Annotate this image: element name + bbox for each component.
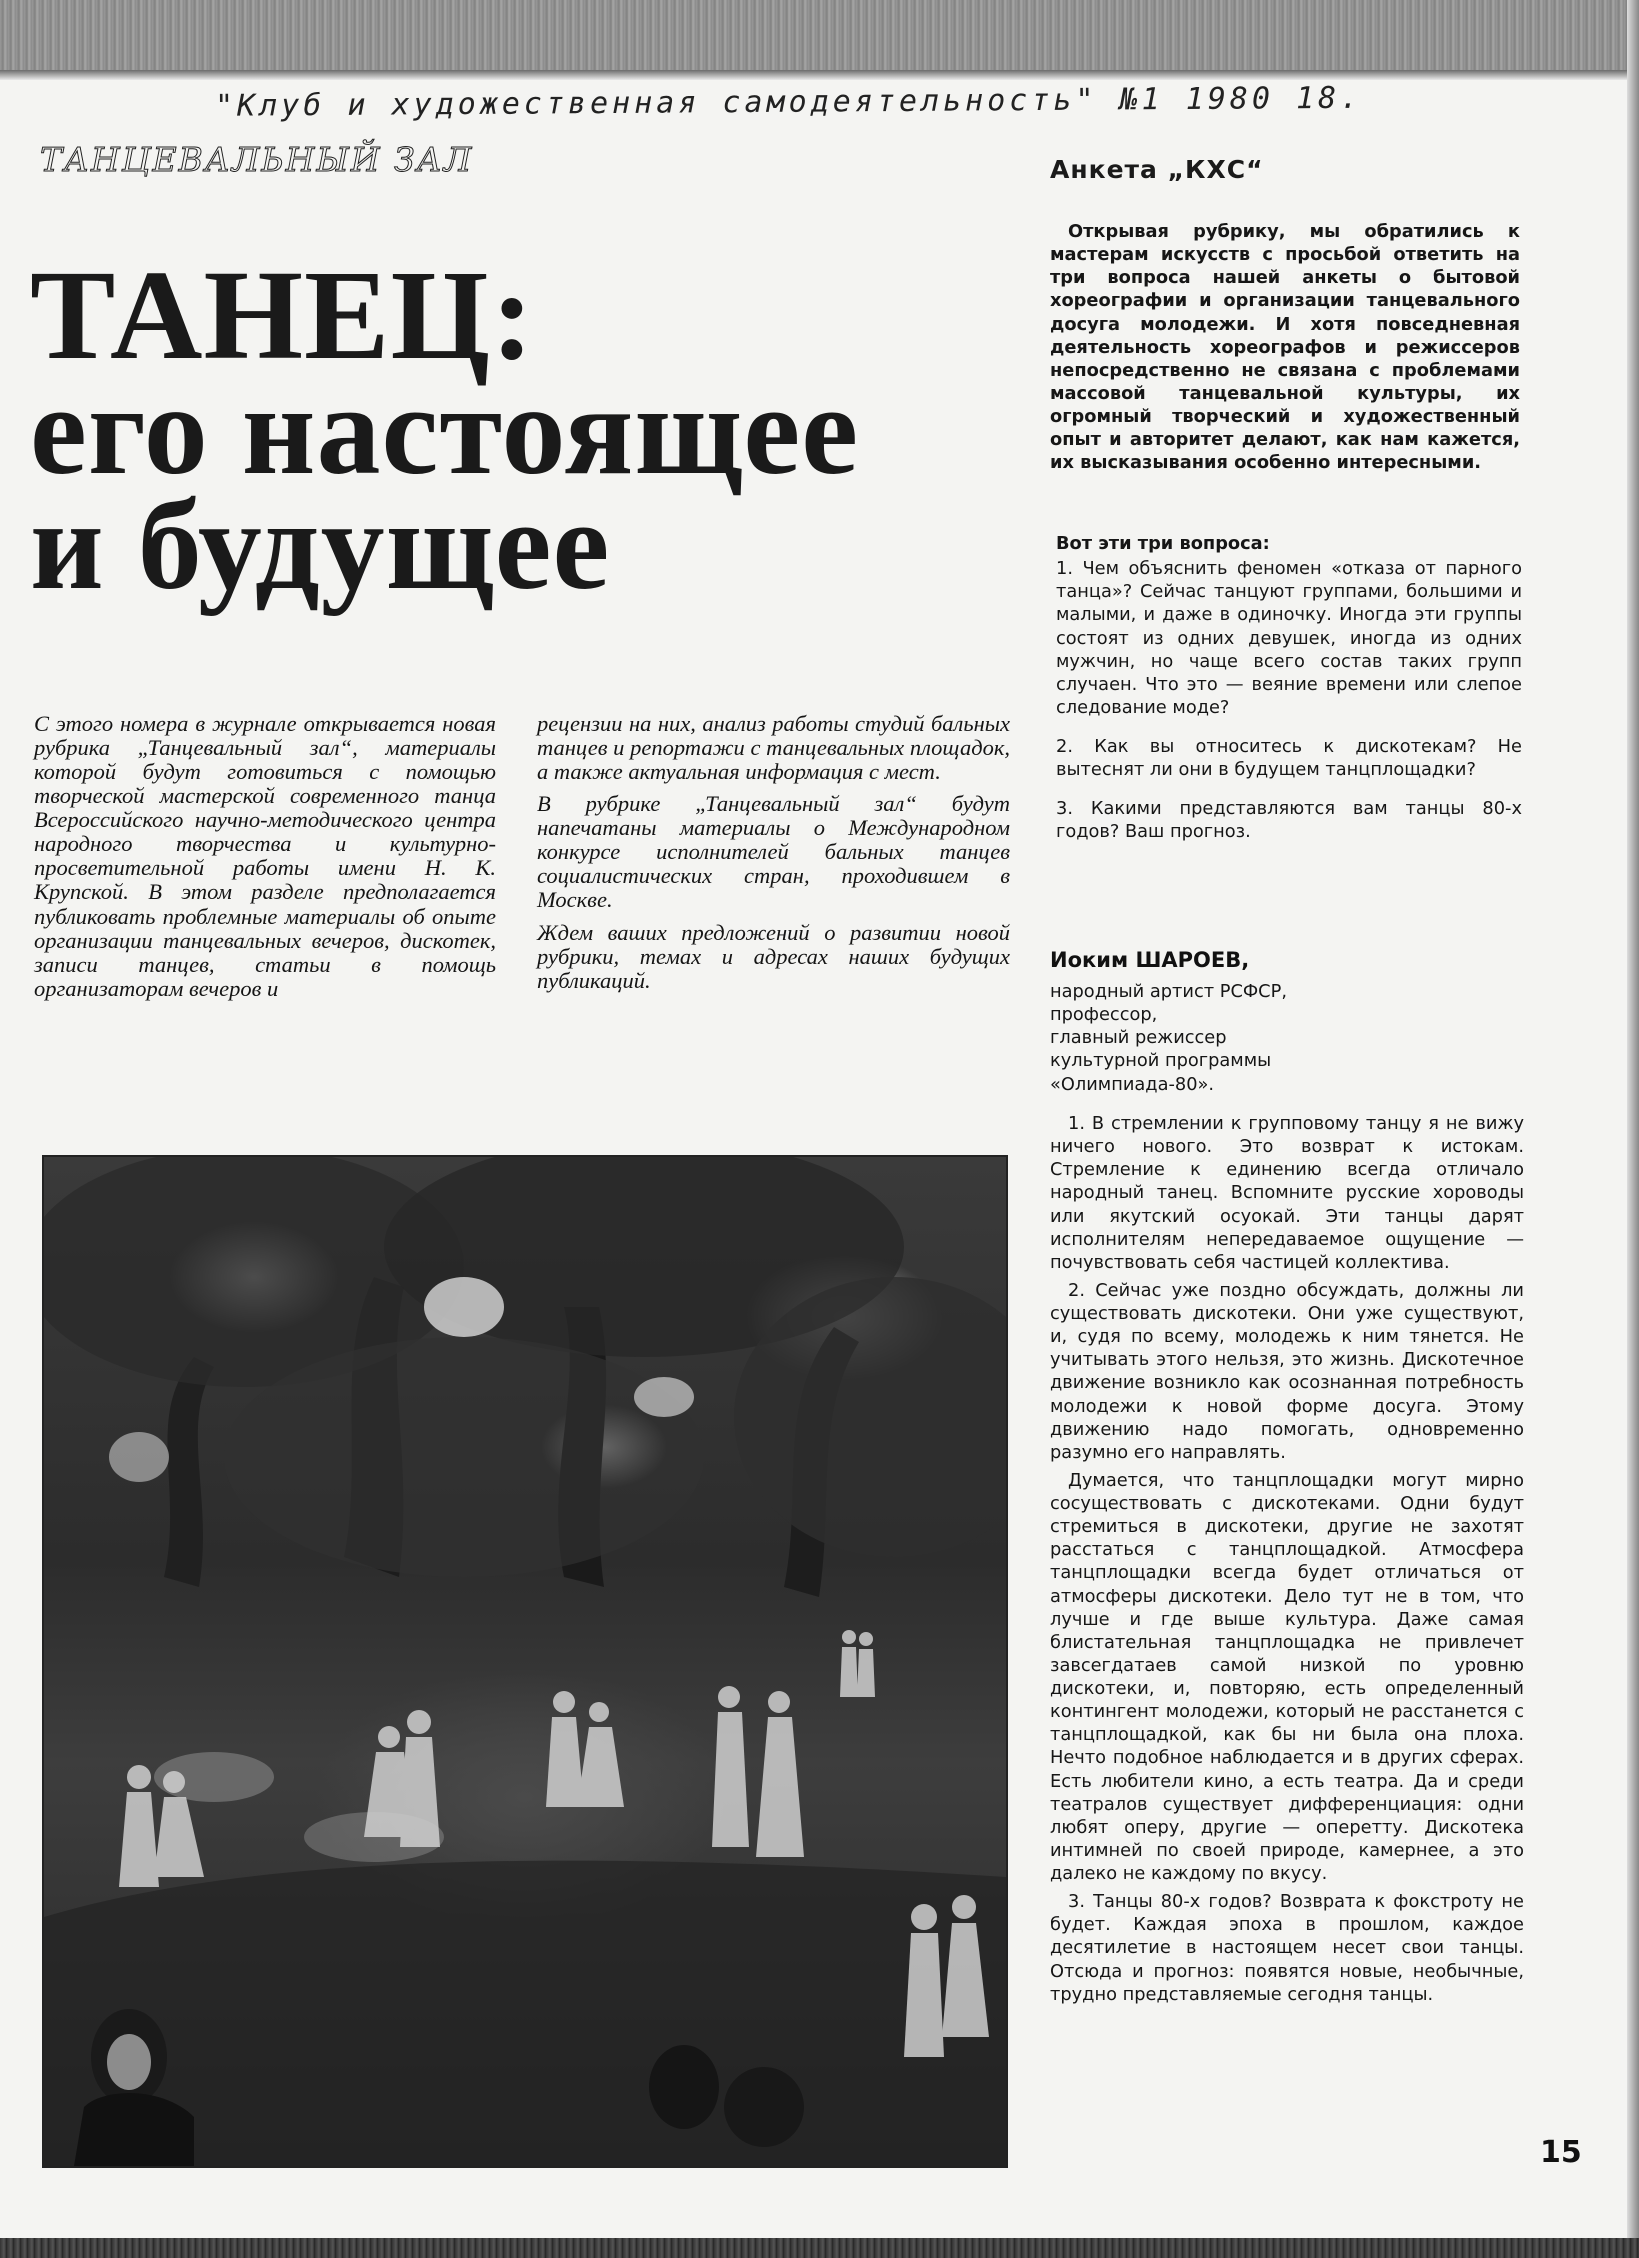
scan-border-top	[0, 0, 1639, 80]
intro-paragraph: С этого номера в журнале открывается новая рубрика „Танцевальный зал“, материалы которой будут готовиться с помощью творческой мастерской современного танца Всероссийского научно-методического центра народного творчества и культурно-просветительной работы имени Н. К. Крупской. В этом разделе предполагается публиковать проблемные материалы об опыте организации танцевальных вечеров, дискотек, записи танцев, статьи в помощь организаторам вечеров и	[34, 711, 496, 1001]
author-name: Иоким ШАРОЕВ,	[1050, 948, 1250, 972]
headline-line-1: ТАНЕЦ:	[30, 244, 535, 386]
author-title-line: главный режиссер	[1050, 1027, 1227, 1049]
questions-heading: Вот эти три вопроса:	[1056, 533, 1270, 554]
question-2: 2. Как вы относитесь к дискотекам? Не вытеснят ли они в будущем танцплощадки?	[1056, 736, 1522, 781]
author-answers	[1050, 1112, 1524, 2011]
survey-questions	[1056, 532, 1522, 860]
survey-intro-paragraph: Открывая рубрику, мы обратились к мастерам искусств с просьбой ответить на три вопроса нашей анкеты о бытовой хореографии и организации танцевального досуга молодежи. И хотя повседневная деятельность хореографов и режиссеров непосредственно не связана с проблемами массовой танцевальной культуры, их огромный творческий и художественный опыт и авторитет делают, как нам кажется, их высказывания особенно интересными.	[1050, 221, 1520, 474]
survey-intro	[1050, 220, 1520, 480]
intro-paragraph: В рубрике „Танцевальный зал“ будут напечатаны материалы о Международном конкурсе исполнителей бальных танцев социалистических стран, проходившем в Москве.	[537, 791, 1010, 913]
handwritten-source-note: "Клуб и художественная самодеятельность" №1 1980 18.	[214, 80, 1363, 124]
illustration-dancers-in-park	[42, 1155, 1008, 2168]
answer-2: 2. Сейчас уже поздно обсуждать, должны ли существовать дискотеки. Они уже существуют, и, судя по всему, молодежь к ним тянется. Не учитывать этого нельзя, это жизнь. Дискотечное движение возникло как осознанная потребность молодежи к новой форме досуга. Этому движению надо помогать, одновременно разумно его направлять.	[1050, 1279, 1524, 1463]
scan-border-right	[1627, 0, 1639, 2258]
answer-2-continued: Думается, что танцплощадки могут мирно сосуществовать с дискотеками. Одни будут стремиться в дискотеки, другие не захотят расстаться с танцплощадкой. Атмосфера танцплощадки всегда будет отличаться от атмосферы дискотеки. Дело тут не в том, что лучше и где выше культура. Даже самая блистательная танцплощадка не привлечет завсегдатаев самой низкой по уровню дискотеки, и, повторяю, есть определенный контингент молодежи, который не расстанется с танцплощадкой, как бы ни была она плоха. Нечто подобное наблюдается и в других сферах. Есть любители кино, а есть театра. Да и среди театралов существует дифференциация: одни любят оперу, другие — оперетту. Дискотека интимней по своей природе, камернее, а это далеко не каждому по вкусу.	[1050, 1469, 1524, 1884]
question-1: 1. Чем объяснить феномен «отказа от парного танца»? Сейчас танцуют группами, большими и малыми, и даже в одиночку. Иногда эти группы состоят из одних девушек, иногда из одних мужчин, но чаще всего состав таких групп случаен. Что это — веяние времени или слепое следование моде?	[1056, 558, 1522, 718]
scan-border-bottom	[0, 2238, 1639, 2258]
survey-title: Анкета „КХС“	[1050, 155, 1264, 184]
answer-3: 3. Танцы 80-х годов? Возврата к фокстроту не будет. Каждая эпоха в прошлом, каждое десятилетие в настоящем несет свои танцы. Отсюда и прогноз: появятся новые, необычные, трудно представляемые сегодня танцы.	[1050, 1891, 1524, 2005]
question-3: 3. Какими представляются вам танцы 80-х годов? Ваш прогноз.	[1056, 798, 1522, 843]
intro-column-left	[34, 712, 496, 1009]
rubric-title: ТАНЦЕВАЛЬНЫЙ ЗАЛ	[40, 140, 474, 179]
illustration-drawing	[44, 1157, 1006, 2166]
intro-paragraph: Ждем ваших предложений о развитии новой рубрики, темах и адресах наших будущих публикаций.	[537, 919, 1010, 993]
page-number: 15	[1540, 2135, 1582, 2170]
headline-line-2: его настоящее	[30, 359, 859, 502]
headline-line-3: и будущее	[30, 474, 611, 617]
article-headline	[30, 244, 1030, 617]
author-title-line: культурной программы	[1050, 1050, 1272, 1072]
author-title-line: «Олимпиада-80».	[1050, 1073, 1215, 1095]
author-title-line: профессор,	[1050, 1004, 1158, 1026]
author-credentials	[1050, 980, 1520, 1096]
intro-paragraph: рецензии на них, анализ работы студий бальных танцев и репортажи с танцевальных площадок, а также актуальная информация с мест.	[537, 711, 1010, 785]
author-title-line: народный артист РСФСР,	[1050, 981, 1287, 1002]
intro-column-right	[537, 712, 1010, 1001]
answer-1: 1. В стремлении к групповому танцу я не вижу ничего нового. Это возврат к истокам. Стремление к единению всегда отличало народный танец. Вспомните русские хороводы или якутский осуокай. Эти танцы дарят исполнителям непередаваемое ощущение — почувствовать себя частицей коллектива.	[1050, 1113, 1524, 1273]
